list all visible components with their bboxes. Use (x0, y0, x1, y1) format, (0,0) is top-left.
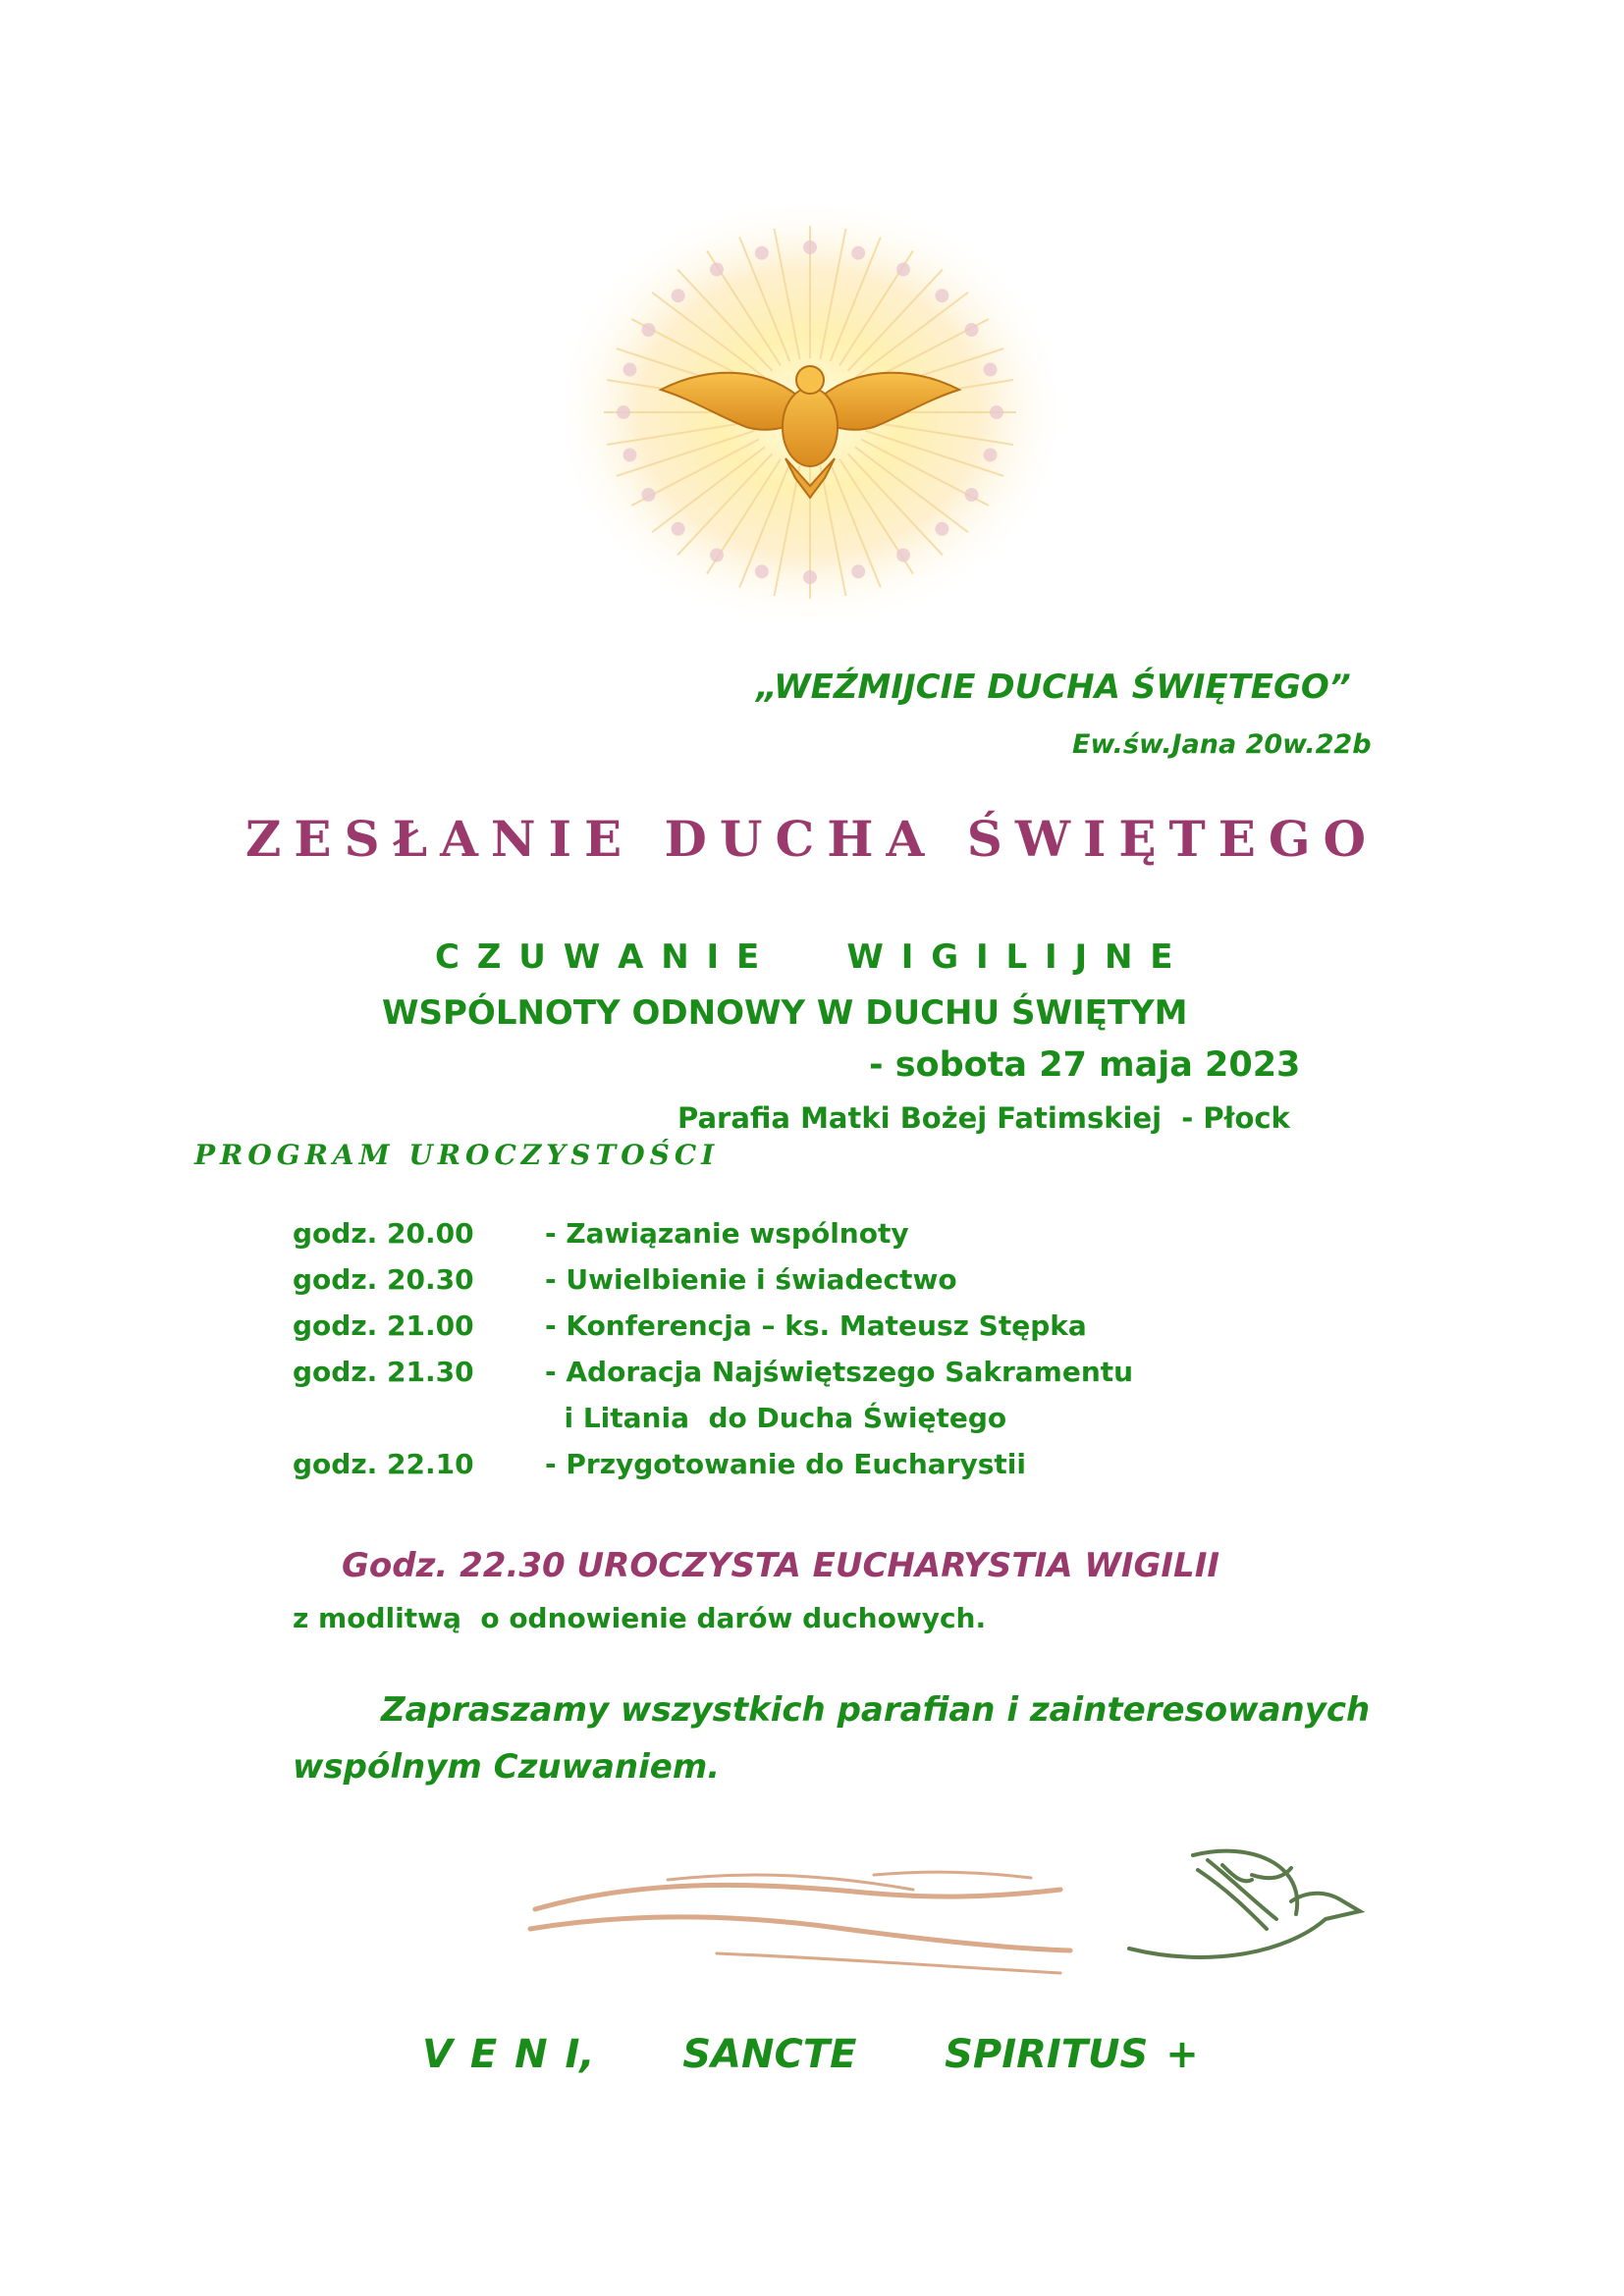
halo-dot (935, 522, 948, 536)
eucharist-note: z modlitwą o odnowienie darów duchowych. (293, 1602, 987, 1634)
page-title: ZESŁANIE DUCHA ŚWIĘTEGO (244, 810, 1380, 868)
holy-spirit-dove-image (545, 191, 1075, 633)
halo-dot (984, 363, 998, 377)
halo-dot (896, 548, 910, 561)
halo-dot (755, 564, 769, 578)
halo-dot (990, 405, 1003, 419)
halo-dot (710, 263, 724, 277)
halo-dot (896, 263, 910, 277)
invitation-line-1: Zapraszamy wszystkich parafian i zainteresowanych (381, 1690, 1371, 1730)
halo-dot (984, 448, 998, 461)
schedule-time: godz. 20.30 (293, 1263, 474, 1296)
dove-outline (1129, 1894, 1360, 1957)
schedule-description: - Uwielbienie i świadectwo (545, 1263, 957, 1296)
swoosh-line (535, 1885, 1060, 1909)
swoosh-line (530, 1917, 1070, 1950)
dove-wing-line (1208, 1860, 1276, 1919)
eucharist-announcement: Godz. 22.30 UROCZYSTA EUCHARYSTIA WIGILII (342, 1546, 1220, 1585)
schedule-description: i Litania do Ducha Świętego (545, 1402, 1007, 1434)
halo-dot (672, 522, 685, 536)
halo-dot (851, 246, 865, 260)
event-community: WSPÓLNOTY ODNOWY W DUCHU ŚWIĘTYM (382, 993, 1188, 1033)
schedule-description: - Adoracja Najświętszego Sakramentu (545, 1356, 1134, 1388)
halo-dot (803, 570, 817, 584)
schedule-description: - Przygotowanie do Eucharystii (545, 1448, 1026, 1480)
halo-dot (755, 246, 769, 260)
schedule-description: - Zawiązanie wspólnoty (545, 1217, 909, 1250)
invitation-line-2: wspólnym Czuwaniem. (293, 1747, 721, 1787)
program-heading: PROGRAM UROCZYSTOŚCI (194, 1139, 720, 1171)
swoosh-line (874, 1872, 1031, 1878)
halo-dot (617, 405, 630, 419)
halo-dot (935, 289, 948, 302)
event-date: - sobota 27 maja 2023 (869, 1045, 1301, 1085)
halo-dot (965, 323, 979, 337)
halo-dot (803, 240, 817, 254)
dove-body (783, 388, 838, 466)
schedule-time: godz. 21.00 (293, 1309, 474, 1342)
halo-dot (641, 488, 655, 502)
swoosh-line (717, 1953, 1060, 1973)
event-parish: Parafia Matki Bożej Fatimskiej - Płock (677, 1101, 1290, 1135)
scripture-reference: Ew.św.Jana 20w.22b (1072, 729, 1372, 760)
halo-dot (965, 488, 979, 502)
closing-invocation: V E N I, SANCTE SPIRITUS + (422, 2032, 1199, 2077)
halo-dot (672, 289, 685, 302)
halo-dot (851, 564, 865, 578)
schedule-time: godz. 21.30 (293, 1356, 474, 1388)
schedule-time: godz. 20.00 (293, 1217, 474, 1250)
halo-dot (623, 448, 636, 461)
halo-dot (710, 548, 724, 561)
halo-dot (641, 323, 655, 337)
dove-line-drawing (520, 1821, 1375, 1998)
schedule-time: godz. 22.10 (293, 1448, 474, 1480)
scripture-quote: „WEŹMIJCIE DUCHA ŚWIĘTEGO” (756, 667, 1351, 707)
dove-head (796, 366, 824, 394)
halo-dot (623, 363, 636, 377)
event-name: C Z U W A N I E W I G I L I J N E (435, 937, 1173, 977)
schedule-description: - Konferencja – ks. Mateusz Stępka (545, 1309, 1087, 1342)
